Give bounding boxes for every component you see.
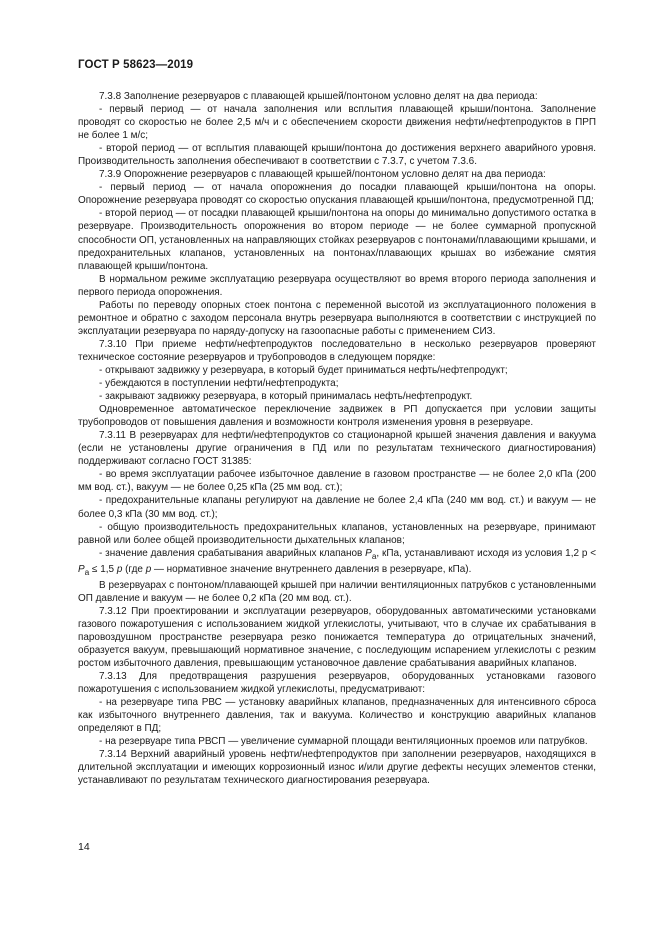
paragraph: - во время эксплуатации рабочее избыточное давление в газовом пространстве — не более 2,0 кПа (200 мм вод. ст.), вакуум — не более 0,25 кПа (25 мм вод. ст.); (78, 469, 596, 494)
paragraph: - убеждаются в поступлении нефти/нефтепродукта; (99, 378, 339, 390)
paragraph: - открывают задвижку у резервуара, в который будет приниматься нефть/нефтепродукт; (99, 364, 508, 376)
pa-subscript: a (84, 566, 90, 577)
paragraph: 7.3.14 Верхний аварийный уровень нефти/нефтепродуктов при заполнении резервуаров, находящихся в длительной эксплуатации и имеющих коррозионный износ и/или другие дефекты несущих элементов стенки, устанавливают по результатам технического диагностирования резервуара. (78, 749, 596, 787)
pa-symbol: P (365, 547, 372, 559)
paragraph: 7.3.12 При проектировании и эксплуатации резервуаров, оборудованных автоматическими установками газового пожаротушения с использованием жидкой углекислоты, учитывают, что в случае их срабатывания в паровоздушном пространстве резервуара резко понижается температура до отрицательных значений, образуется вакуум, превышающий нормативное значение, с последующим испарением углекислоты с резким ростом избыточного давления, превышающим установочное давление срабатывания аварийных клапанов. (78, 605, 596, 669)
paragraph: - предохранительные клапаны регулируют на давление не более 2,4 кПа (240 мм вод. ст.) и вакуум — не более 0,3 кПа (30 мм вод. ст.); (78, 495, 596, 520)
paragraph: 7.3.8 Заполнение резервуаров с плавающей крышей/понтоном условно делят на два периода: (99, 91, 538, 102)
paragraph: Одновременное автоматическое переключение задвижек в РП допускается при условии защиты трубопроводов от повышения давления и возможности контроля изменения уровня в резервуаре. (78, 404, 596, 429)
paragraph: 7.3.10 При приеме нефти/нефтепродуктов последовательно в несколько резервуаров проверяют техническое состояние резервуаров и трубопроводов в следующем порядке: (78, 338, 596, 363)
paragraph: - первый период — от начала заполнения или всплытия плавающей крыши/понтона. Заполнение проводят со скоростью не более 2,5 м/ч и с обеспечением скорости движения нефти/нефтепродуктов в ПРП не более 1 м/с; (78, 104, 596, 142)
paragraph: В нормальном режиме эксплуатацию резервуара осуществляют во время второго периода заполнения и первого периода опорожнения. (78, 273, 596, 298)
pa-symbol: P (78, 563, 85, 575)
paragraph: - на резервуаре типа РВС — установку аварийных клапанов, предназначенных для интенсивного сброса как избыточного внутреннего давления, так и вакуума. Количество и конструкцию аварийных клапанов определяют в ПД; (78, 697, 596, 735)
paragraph: 7.3.9 Опорожнение резервуаров с плавающей крышей/понтоном условно делят на два периода: (99, 169, 546, 181)
pa-subscript: a (371, 550, 377, 561)
formula-paragraph: - значение давления срабатывания аварийных клапанов $P_a$, кПа, устанавливают исходя из условия 1,2 $р < P_a \le 1,5$ р (где р — нормативное значение внутреннего давления в резервуаре, кПа). (78, 547, 596, 577)
paragraph: В резервуарах с понтоном/плавающей крышей при наличии вентиляционных патрубков с установленными ОП давление и вакуум — не более 0,2 кПа (20 мм вод. ст.). (78, 579, 596, 604)
paragraph: Работы по переводу опорных стоек понтона с переменной высотой из эксплуатационного положения в ремонтное и обратно с заходом персонала внутрь резервуара выполняются в соответствии с инструкцией по эксплуатации резервуара по наряду-допуску на газоопасные работы с применением СИЗ. (78, 299, 596, 337)
document-header: ГОСТ Р 58623—2019 (78, 59, 194, 71)
paragraph: 7.3.11 В резервуарах для нефти/нефтепродуктов со стационарной крышей значения давления и вакуума (если не установлены другие ограничения в ПД или по результатам технического диагностирования) поддерживают согласно ГОСТ 31385: (78, 430, 596, 468)
paragraph: - первый период — от начала опорожнения до посадки плавающей крыши/понтона на опоры. Опорожнение резервуара проводят со скоростью опускания плавающей крыши/понтона, предусмотренной ПД; (78, 182, 596, 207)
p-symbol: р (116, 563, 123, 575)
paragraph: 7.3.13 Для предотвращения разрушения резервуаров, оборудованных установками газового пожаротушения с использованием жидкой углекислоты, предусматривают: (78, 671, 596, 696)
paragraph: - на резервуаре типа РВСП — увеличение суммарной площади вентиляционных проемов или патрубков. (99, 736, 588, 748)
page-number: 14 (78, 841, 90, 853)
paragraph: - второй период — от всплытия плавающей крыши/понтона до достижения верхнего аварийного уровня. Производительность заполнения обеспечивают в соответствии с 7.3.7, с учетом 7.3.6. (78, 143, 596, 168)
paragraph: - второй период — от посадки плавающей крыши/понтона на опоры до минимально допустимого остатка в резервуаре. Производительность опорожнения во втором периоде — не более суммарной пропускной способности ОП, установленных на направляющих стойках резервуаров с понтонами/плавающими крышами, и предохранительных клапанов, установленных на понтонах/плавающих крышах во избежание смятия плавающей крыши/понтона. (78, 208, 596, 272)
paragraph: - общую производительность предохранительных клапанов, установленных на резервуаре, принимают равной или более общей производительности дыхательных клапанов; (78, 521, 596, 546)
document-body (78, 90, 596, 787)
p-symbol: р (145, 563, 152, 575)
paragraph: - закрывают задвижку резервуара, в который принималась нефть/нефтепродукт. (99, 391, 473, 403)
